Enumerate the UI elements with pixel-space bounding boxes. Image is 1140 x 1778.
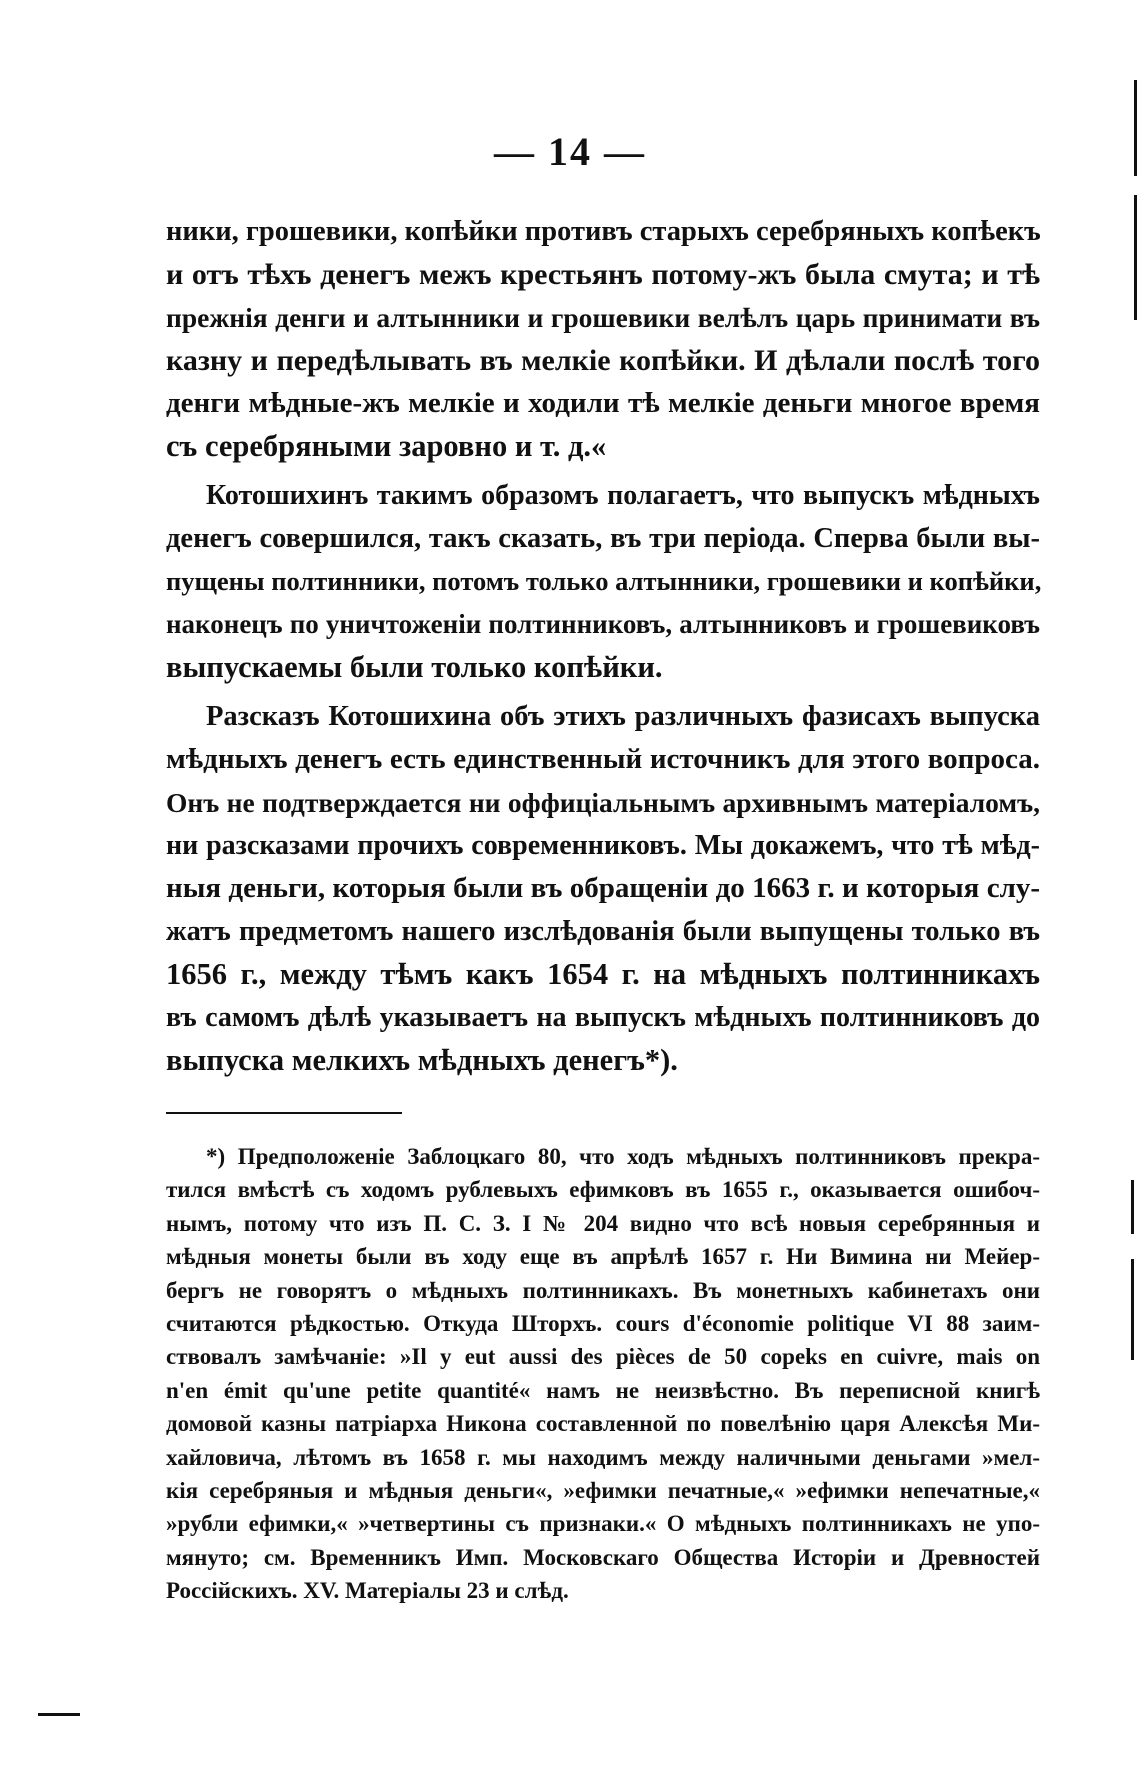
footnote-line: мѣдныя монеты были въ ходу еще въ апрѣлѣ 1657 г. Ни Вимина ни Мейер- bbox=[166, 1244, 1040, 1270]
page-number: — 14 — bbox=[494, 129, 646, 174]
footnote-line: мянуто; см. Временникъ Имп. Московскаго Общества Исторіи и Древностей bbox=[166, 1544, 1040, 1570]
scan-edge-mark bbox=[38, 1713, 80, 1716]
footnote-line: n'en émit qu'une petite quantité« намъ не неизвѣстно. Въ переписной книгѣ bbox=[166, 1377, 1040, 1403]
text-line: казну и передѣлывать въ мелкіе копѣйки. И дѣлали послѣ того bbox=[166, 344, 1040, 377]
text-line: ники, грошевики, копѣйки противъ старыхъ серебряныхъ копѣекъ bbox=[166, 216, 1041, 247]
paragraph-3 bbox=[166, 695, 1040, 1082]
footnote-divider bbox=[166, 1112, 402, 1114]
text-line: Котошихинъ такимъ образомъ полагаетъ, что выпускъ мѣдныхъ bbox=[206, 480, 1040, 511]
footnote-line: хайловича, лѣтомъ въ 1658 г. мы находимъ между наличными деньгами »мел- bbox=[166, 1444, 1040, 1470]
footnote-line: »рубли ефимки,« »четвертины съ признаки.« О мѣдныхъ полтинникахъ не упо- bbox=[166, 1511, 1040, 1537]
scan-edge-mark bbox=[1134, 80, 1137, 320]
paragraph-1 bbox=[166, 210, 1040, 468]
footnote-line: Россійскихъ. XV. Матеріалы 23 и слѣд. bbox=[166, 1578, 569, 1604]
text-line: денги мѣдные-жъ мелкіе и ходили тѣ мелкіе деньги многое время bbox=[166, 387, 1040, 419]
footnote bbox=[166, 1140, 1040, 1608]
text-line: въ самомъ дѣлѣ указываетъ на выпускъ мѣдныхъ полтинниковъ до bbox=[166, 1002, 1040, 1033]
footnote-line: домовой казны патріарха Никона составленной по повелѣнію царя Алексѣя Ми- bbox=[166, 1411, 1040, 1437]
footnote-line: нымъ, потому что изъ П. С. З. I № 204 видно что всѣ новыя серебрянныя и bbox=[166, 1210, 1040, 1236]
footnote-line: считаются рѣдкостью. Откуда Шторхъ. cours d'économie politique VI 88 заим- bbox=[166, 1311, 1040, 1337]
text-line: Разсказъ Котошихина объ этихъ различныхъ фазисахъ выпуска bbox=[206, 701, 1040, 732]
text-line: прежнія денги и алтынники и грошевики велѣлъ царь принимати въ bbox=[166, 302, 1040, 333]
text-line: выпуска мелкихъ мѣдныхъ денегъ*). bbox=[166, 1043, 678, 1077]
paragraph-2 bbox=[166, 474, 1040, 689]
footnote-line: кія серебряныя и мѣдныя деньги«, »ефимки печатные,« »ефимки непечатные,« bbox=[166, 1478, 1040, 1504]
scan-edge-mark bbox=[1131, 1180, 1134, 1360]
footnote-line: ствовалъ замѣчаніе: »Il y eut aussi des pièces de 50 copeks en cuivre, mais on bbox=[166, 1344, 1040, 1370]
text-line: Онъ не подтверждается ни оффиціальнымъ архивнымъ матеріаломъ, bbox=[166, 787, 1040, 818]
text-line: мѣдныхъ денегъ есть единственный источникъ для этого вопроса. bbox=[166, 743, 1040, 775]
text-line: съ серебряными заровно и т. д.« bbox=[166, 429, 607, 463]
text-line: выпускаемы были только копѣйки. bbox=[166, 650, 663, 684]
footnote-line: *) Предположеніе Заблоцкаго 80, что ходъ мѣдныхъ полтинниковъ прекра- bbox=[206, 1144, 1040, 1169]
text-line: пущены полтинники, потомъ только алтынники, грошевики и копѣйки, bbox=[166, 566, 1042, 596]
text-line: жатъ предметомъ нашего изслѣдованія были выпущены только въ bbox=[166, 916, 1040, 947]
text-line: ни разсказами прочихъ современниковъ. Мы докажемъ, что тѣ мѣд- bbox=[166, 830, 1040, 861]
text-line: наконецъ по уничтоженіи полтинниковъ, алтынниковъ и грошевиковъ bbox=[166, 609, 1040, 639]
text-line: 1656 г., между тѣмъ какъ 1654 г. на мѣдныхъ полтинникахъ bbox=[166, 957, 1040, 991]
footnote-line: тился вмѣстѣ съ ходомъ рублевыхъ ефимковъ въ 1655 г., оказывается ошибоч- bbox=[166, 1177, 1040, 1203]
text-line: денегъ совершился, такъ сказать, въ три періода. Сперва были вы- bbox=[166, 523, 1040, 554]
text-line: ныя деньги, которыя были въ обращеніи до 1663 г. и которыя слу- bbox=[166, 872, 1040, 904]
footnote-line: бергъ не говорятъ о мѣдныхъ полтинникахъ. Въ монетныхъ кабинетахъ они bbox=[166, 1277, 1040, 1303]
text-line: и отъ тѣхъ денегъ межъ крестьянъ потому-жъ была смута; и тѣ bbox=[166, 258, 1040, 291]
